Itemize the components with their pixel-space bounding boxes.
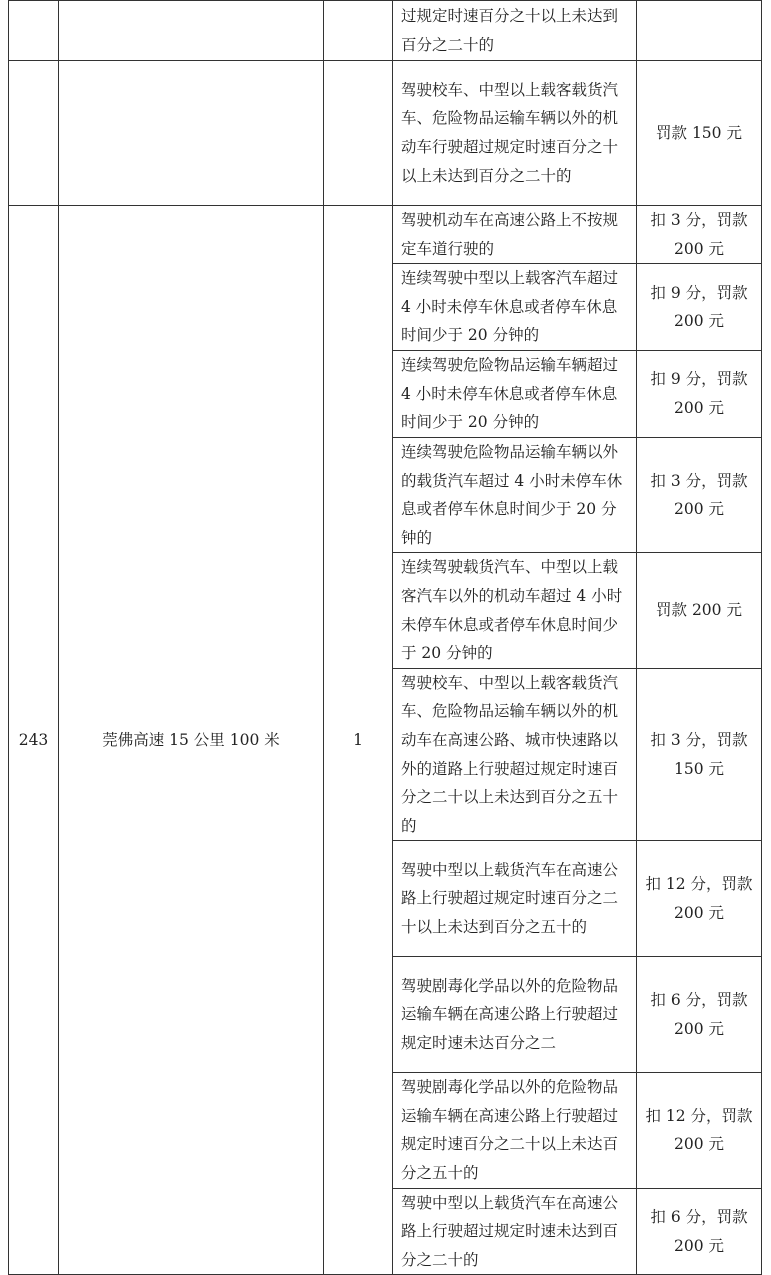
violation-count: 1 (324, 206, 393, 1275)
penalty: 扣 6 分，罚款 200 元 (637, 957, 762, 1073)
location: 莞佛高速 15 公里 100 米 (59, 206, 324, 1275)
violation-table (8, 0, 762, 1275)
table-row (9, 206, 762, 264)
penalty: 罚款 200 元 (637, 553, 762, 668)
location-cell (59, 1, 324, 61)
table-row (9, 61, 762, 206)
penalty: 罚款 150 元 (637, 61, 762, 206)
penalty (637, 1, 762, 61)
penalty: 扣 12 分，罚款 200 元 (637, 1073, 762, 1188)
violation-desc: 驾驶中型以上载货汽车在高速公路上行驶超过规定时速百分之二十以上未达到百分之五十的 (393, 841, 637, 957)
violation-desc: 驾驶剧毒化学品以外的危险物品运输车辆在高速公路上行驶超过规定时速未达百分之二 (393, 957, 637, 1073)
penalty: 扣 3 分，罚款 200 元 (637, 206, 762, 264)
penalty: 扣 12 分，罚款 200 元 (637, 841, 762, 957)
violation-desc: 驾驶校车、中型以上载客载货汽车、危险物品运输车辆以外的机动车在高速公路、城市快速路以外的道路上行驶超过规定时速百分之二十以上未达到百分之五十的 (393, 668, 637, 841)
violation-desc: 驾驶剧毒化学品以外的危险物品运输车辆在高速公路上行驶超过规定时速百分之二十以上未达百分之五十的 (393, 1073, 637, 1188)
violation-desc: 驾驶中型以上载货汽车在高速公路上行驶超过规定时速未达到百分之二十的 (393, 1188, 637, 1275)
penalty: 扣 3 分，罚款 200 元 (637, 437, 762, 552)
violation-desc: 过规定时速百分之十以上未达到百分之二十的 (393, 1, 637, 61)
violation-desc: 连续驾驶危险物品运输车辆超过 4 小时未停车休息或者停车休息时间少于 20 分钟的 (393, 351, 637, 438)
no-cell (9, 61, 59, 206)
no-cell (9, 1, 59, 61)
violation-desc: 连续驾驶危险物品运输车辆以外的载货汽车超过 4 小时未停车休息或者停车休息时间少于 20 分钟的 (393, 437, 637, 552)
violation-desc: 驾驶校车、中型以上载客载货汽车、危险物品运输车辆以外的机动车行驶超过规定时速百分之十以上未达到百分之二十的 (393, 61, 637, 206)
count-cell (324, 61, 393, 206)
count-cell (324, 1, 393, 61)
penalty: 扣 9 分，罚款 200 元 (637, 351, 762, 438)
penalty: 扣 3 分，罚款 150 元 (637, 668, 762, 841)
violation-desc: 连续驾驶中型以上载客汽车超过 4 小时未停车休息或者停车休息时间少于 20 分钟的 (393, 264, 637, 351)
table-row (9, 1, 762, 61)
penalty: 扣 9 分，罚款 200 元 (637, 264, 762, 351)
penalty: 扣 6 分，罚款 200 元 (637, 1188, 762, 1275)
violation-desc: 驾驶机动车在高速公路上不按规定车道行驶的 (393, 206, 637, 264)
location-cell (59, 61, 324, 206)
record-number: 243 (9, 206, 59, 1275)
violation-desc: 连续驾驶载货汽车、中型以上载客汽车以外的机动车超过 4 小时未停车休息或者停车休息时间少于 20 分钟的 (393, 553, 637, 668)
